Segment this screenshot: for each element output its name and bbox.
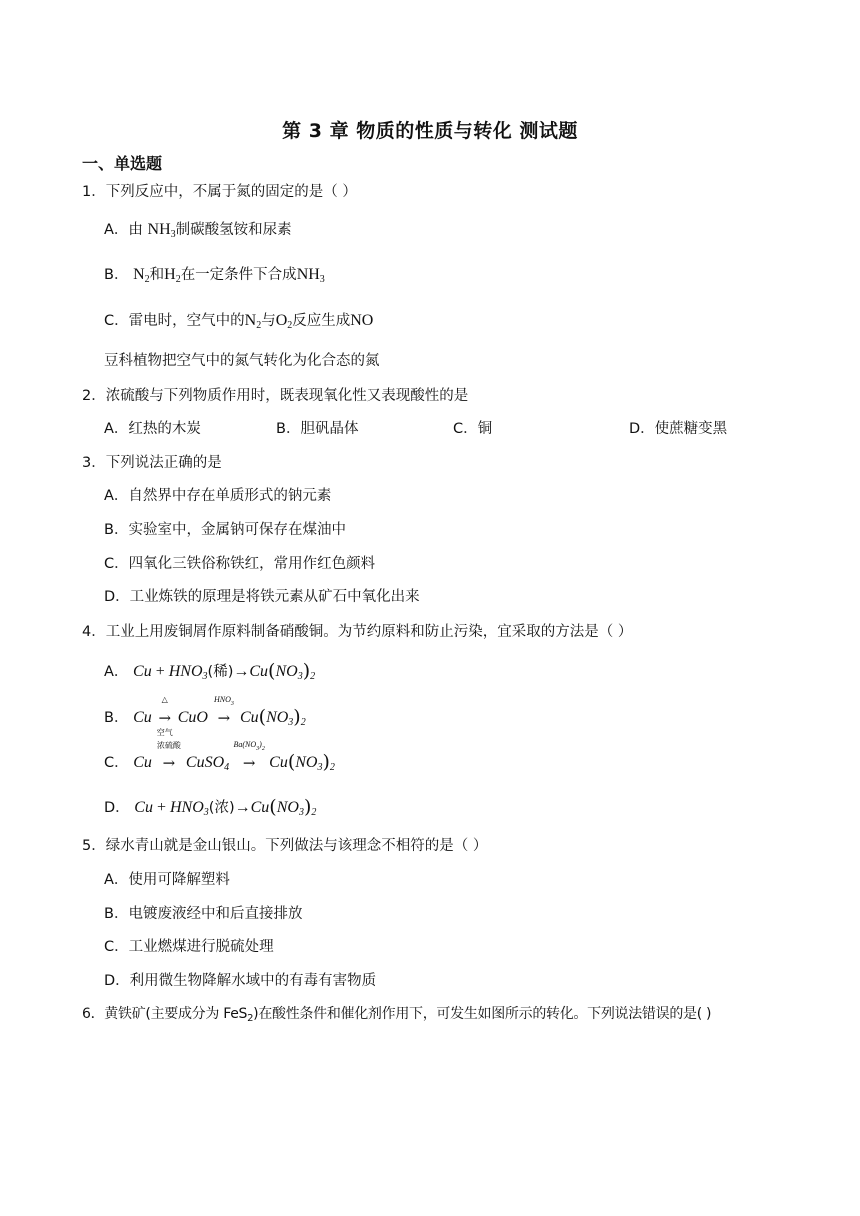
arrow-barium-nitrate: $Ba(NO_3)_2$ →: [233, 739, 265, 772]
question-3-option-d: D．工业炼铁的原理是将铁元素从矿石中氧化出来: [104, 589, 420, 605]
question-4-option-c: C． Cu 浓硫酸 → CuSO$_4$ $Ba(NO_3)_2$ → $Cu(NO_3)_2$: [104, 739, 335, 773]
question-2-option-d: D．使蔗糖变黑: [629, 421, 728, 437]
formula-n2: $N_2$: [133, 266, 150, 285]
question-3-option-b: B．实验室中，金属钠可保存在煤油中: [104, 522, 346, 538]
formula-h2: $H_2$: [164, 266, 181, 285]
formula-no: NO: [350, 312, 374, 329]
question-5-option-b: B．电镀废液经中和后直接排放: [104, 906, 303, 922]
equation-c: Cu 浓硫酸 → CuSO$_4$ $Ba(NO_3)_2$ → $Cu(NO_3)_2$: [133, 739, 335, 773]
question-4-option-d: D． $Cu + HNO_3$(浓)$\to Cu(NO_3)_2$: [104, 796, 317, 818]
question-4-option-b: B． Cu △ → 空气 CuO $HNO_3$ → $Cu(NO_3)_2$: [104, 694, 306, 737]
formula-o2: $O_2$: [275, 312, 293, 331]
question-4-stem: 4．工业上用废铜屑作原料制备硝酸铜。为节约原料和防止污染，宜采取的方法是（ ）: [82, 624, 633, 640]
question-3-option-c: C．四氧化三铁俗称铁红，常用作红色颜料: [104, 556, 376, 572]
question-1-option-c: C．雷电时，空气中的$N_2$与$O_2$反应生成NO: [104, 312, 374, 331]
equation-d: $Cu + HNO_3$(浓)$\to Cu(NO_3)_2$: [134, 796, 317, 818]
question-5-option-a: A．使用可降解塑料: [104, 872, 230, 888]
formula-nh3: $NH_3$: [296, 266, 325, 285]
question-3-option-a: A．自然界中存在单质形式的钠元素: [104, 488, 332, 504]
question-1-stem: 1．下列反应中，不属于氮的固定的是（ ）: [82, 184, 357, 200]
question-1-option-d: 豆科植物把空气中的氮气转化为化合态的氮: [104, 353, 380, 369]
question-4-option-a: A． $Cu + HNO_3$(稀)$\to Cu(NO_3)_2$: [104, 660, 316, 682]
question-5-stem: 5．绿水青山就是金山银山。下列做法与该理念不相符的是（ ）: [82, 838, 488, 854]
question-2-option-b: B．胆矾晶体: [276, 421, 359, 437]
formula-n2: $N_2$: [244, 312, 262, 331]
arrow-hno3: $HNO_3$ →: [214, 694, 234, 727]
equation-b: Cu △ → 空气 CuO $HNO_3$ → $Cu(NO_3)_2$: [133, 694, 306, 737]
question-6-stem: 6．黄铁矿(主要成分为 FeS$_2$)在酸性条件和催化剂作用下，可发生如图所示的转化。下列说法错误的是( ): [82, 1006, 712, 1024]
arrow-heat-air: △ → 空气: [156, 694, 173, 737]
question-2-stem: 2．浓硫酸与下列物质作用时，既表现氧化性又表现酸性的是: [82, 388, 469, 404]
arrow-conc-sulfuric: 浓硫酸 →: [156, 740, 181, 772]
question-5-option-d: D．利用微生物降解水域中的有毒有害物质: [104, 973, 377, 989]
question-5-option-c: C．工业燃煤进行脱硫处理: [104, 939, 274, 955]
section-heading: 一、单选题: [82, 154, 163, 173]
question-2-option-a: A．红热的木炭: [104, 421, 201, 437]
formula-nh3: $NH_3$: [147, 221, 176, 240]
question-1-option-b: B． $N_2$和$H_2$在一定条件下合成$NH_3$: [104, 266, 325, 285]
page-title: 第 3 章 物质的性质与转化 测试题: [282, 120, 578, 142]
question-3-stem: 3．下列说法正确的是: [82, 455, 222, 471]
question-1-option-a: A．由 $NH_3$制碳酸氢铵和尿素: [104, 221, 292, 240]
equation-a: $Cu + HNO_3$(稀)$\to Cu(NO_3)_2$: [133, 660, 316, 682]
question-2-option-c: C．铜: [453, 421, 493, 437]
